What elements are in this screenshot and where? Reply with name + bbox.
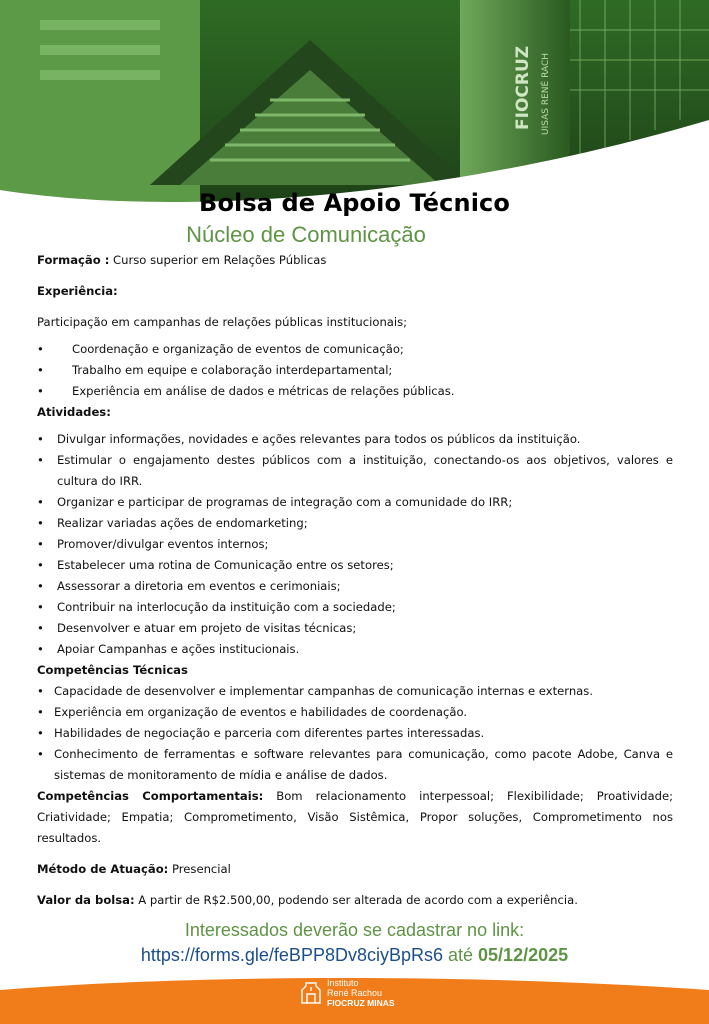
valor-line bbox=[37, 890, 673, 911]
experiencia-list bbox=[37, 339, 673, 402]
competencias-tecnicas-label: Competências Técnicas bbox=[37, 663, 188, 677]
page-title: Bolsa de Apoio Técnico bbox=[199, 189, 510, 217]
atividades-label: Atividades: bbox=[37, 405, 111, 419]
job-description bbox=[37, 250, 673, 911]
metodo-value: Presencial bbox=[168, 862, 231, 876]
list-item: • Desenvolver e atuar em projeto de visitas técnicas; bbox=[37, 618, 673, 639]
list-item: • Experiência em análise de dados e métricas de relações públicas. bbox=[37, 381, 673, 402]
list-item: • Experiência em organização de eventos e habilidades de coordenação. bbox=[37, 702, 673, 723]
list-item: • Assessorar a diretoria em eventos e cerimoniais; bbox=[37, 576, 673, 597]
metodo-label: Método de Atuação: bbox=[37, 862, 169, 876]
page-subtitle: Núcleo de Comunicação bbox=[186, 222, 426, 247]
valor-label: Valor da bolsa: bbox=[37, 893, 135, 907]
formacao-value: Curso superior em Relações Públicas bbox=[109, 253, 327, 267]
list-item: • Habilidades de negociação e parceria com diferentes partes interessadas. bbox=[37, 723, 673, 744]
logo-line-1: Instituto bbox=[327, 978, 359, 988]
signup-link[interactable]: https://forms.gle/feBPP8Dv8ciyBpRs6 bbox=[140, 945, 443, 965]
list-item: • Trabalho em equipe e colaboração interdepartamental; bbox=[37, 360, 673, 381]
experiencia-intro: Participação em campanhas de relações públicas institucionais; bbox=[37, 315, 408, 329]
list-item: • Contribuir na interlocução da instituição com a sociedade; bbox=[37, 597, 673, 618]
list-item: • Estimular o engajamento destes públicos com a instituição, conectando-os aos objetivos, valores e cultura do IRR. bbox=[37, 450, 673, 492]
list-item: • Divulgar informações, novidades e ações relevantes para todos os públicos da instituição. bbox=[37, 429, 673, 450]
list-item: • Coordenação e organização de eventos de comunicação; bbox=[37, 339, 673, 360]
list-item: • Organizar e participar de programas de integração com a comunidade do IRR; bbox=[37, 492, 673, 513]
institution-logo bbox=[300, 978, 395, 1008]
metodo-line bbox=[37, 859, 673, 880]
header-photo bbox=[0, 0, 709, 215]
experiencia-label: Experiência: bbox=[37, 284, 118, 298]
competencias-comportamentais-value: Bom relacionamento interpessoal; Flexibilidade; Proatividade; Criatividade; Empatia; Comprometimento, Visão Sistêmica, Propor soluções, Comprometimento nos resultados. bbox=[37, 789, 673, 845]
valor-value: A partir de R$2.500,00, podendo ser alterada de acordo com a experiência. bbox=[134, 893, 578, 907]
logo-line-3: FIOCRUZ MINAS bbox=[327, 998, 395, 1008]
cta-link-line bbox=[0, 945, 709, 966]
list-item: • Conhecimento de ferramentas e software relevantes para comunicação, como pacote Adobe, Canva e sistemas de monitoramento de mídia e análise de dados. bbox=[37, 744, 673, 786]
formacao-line bbox=[37, 250, 673, 271]
competencias-comportamentais-label: Competências Comportamentais: bbox=[37, 789, 264, 803]
cta-ate: até bbox=[443, 945, 479, 965]
atividades-list bbox=[37, 429, 673, 660]
building-sign-2: UISAS RENÉ RACH bbox=[541, 52, 551, 135]
list-item: • Apoiar Campanhas e ações institucionais. bbox=[37, 639, 673, 660]
formacao-label: Formação : bbox=[37, 253, 110, 267]
logo-line-2: René Rachou bbox=[327, 988, 383, 998]
deadline-date: 05/12/2025 bbox=[478, 945, 569, 965]
list-item: • Promover/divulgar eventos internos; bbox=[37, 534, 673, 555]
building-sign: FIOCRUZ bbox=[513, 45, 533, 130]
list-item: • Capacidade de desenvolver e implementar campanhas de comunicação internas e externas. bbox=[37, 681, 673, 702]
competencias-comportamentais bbox=[37, 786, 673, 849]
cta-invite: Interessados deverão se cadastrar no link: bbox=[184, 920, 525, 940]
building-logo-icon bbox=[300, 981, 322, 1005]
list-item: • Estabelecer uma rotina de Comunicação entre os setores; bbox=[37, 555, 673, 576]
list-item: • Realizar variadas ações de endomarketing; bbox=[37, 513, 673, 534]
competencias-tecnicas-list bbox=[37, 681, 673, 786]
